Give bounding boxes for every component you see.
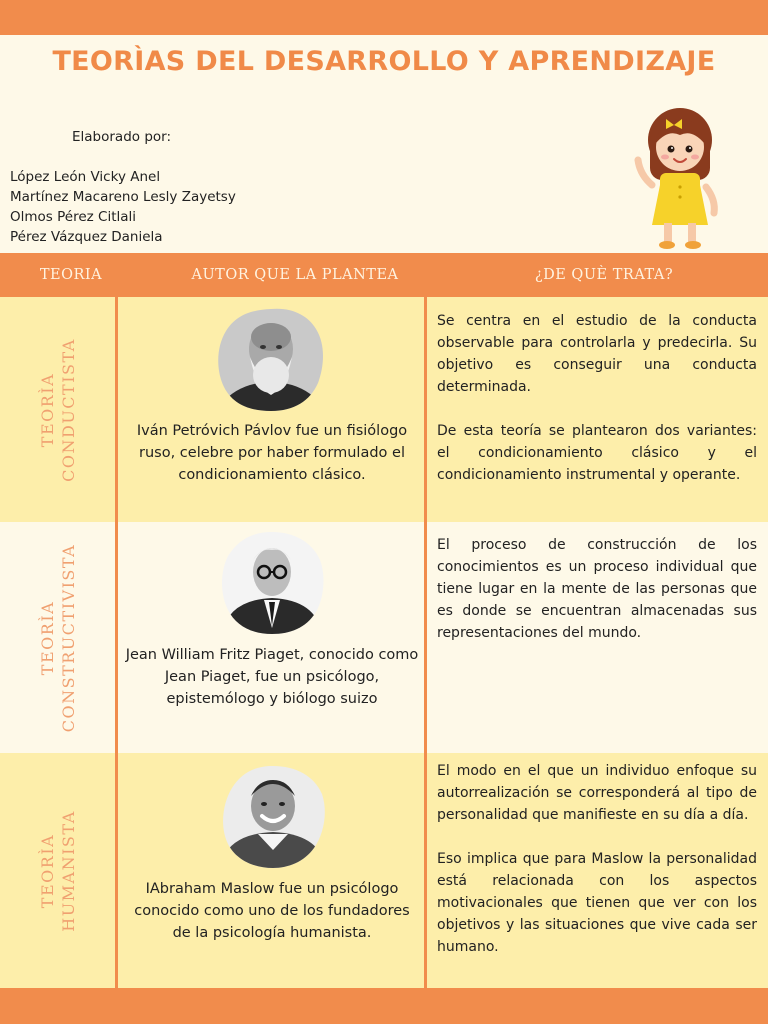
page-title: TEORÌAS DEL DESARROLLO Y APRENDIZAJE bbox=[52, 46, 716, 77]
author-description: IAbraham Maslow fue un psicólogo conocido como uno de los fundadores de la psicología humanista. bbox=[134, 881, 410, 941]
header-theory: TEORIA bbox=[39, 267, 103, 283]
author-description: Jean William Fritz Piaget, conocido como Jean Piaget, fue un psicólogo, epistemólogo y biólogo suizo bbox=[125, 647, 419, 707]
author-name: Olmos Pérez Citlali bbox=[10, 209, 137, 225]
theory-label: TEORÌA CONDUCTISTA bbox=[38, 337, 78, 482]
theory-description: Se centra en el estudio de la conducta observable para controlarla y predecirla. Su objetivo es conseguir una conducta determinada. De esta teoría se plantearon dos variantes: el condicionamiento clásico y el condicionamiento instrumental y operante. bbox=[437, 313, 757, 483]
theory-label: TEORÌA HUMANISTA bbox=[38, 809, 79, 932]
maslow-portrait bbox=[218, 764, 328, 868]
column-divider bbox=[424, 297, 427, 988]
author-name: Martínez Macareno Lesly Zayetsy bbox=[10, 189, 236, 205]
theory-label: TEORÌA CONSTRUCTIVISTA bbox=[38, 543, 79, 732]
credits-label: Elaborado por: bbox=[72, 129, 172, 145]
table-header bbox=[0, 253, 768, 297]
theory-description: El modo en el que un individuo enfoque su autorrealización se corresponderá al tipo de personalidad que manifieste en su día a día. Eso implica que para Maslow la personalidad está relacionada con los aspectos motivacionales que tienen que ver con los objetivos y las situaciones que vive cada ser humano. bbox=[437, 763, 757, 955]
bottom-bar bbox=[0, 988, 768, 1024]
top-bar bbox=[0, 0, 768, 35]
authors-list bbox=[10, 167, 236, 247]
theory-description: El proceso de construcción de los conocimientos es un proceso individual que tiene lugar en la mente de las personas que es donde se encuentran almacenadas sus representaciones del mundo. bbox=[437, 537, 757, 641]
header-description: ¿DE QUÈ TRATA? bbox=[534, 267, 674, 283]
author-name: Pérez Vázquez Daniela bbox=[10, 229, 163, 245]
author-name: López León Vicky Anel bbox=[10, 169, 161, 185]
pavlov-portrait bbox=[216, 307, 326, 411]
piaget-portrait bbox=[218, 530, 326, 634]
author-description: Iván Petróvich Pávlov fue un fisiólogo ruso, celebre por haber formulado el condicionamiento clásico. bbox=[136, 423, 408, 483]
girl-illustration-icon bbox=[630, 105, 730, 255]
header-author: AUTOR QUE LA PLANTEA bbox=[191, 267, 399, 283]
